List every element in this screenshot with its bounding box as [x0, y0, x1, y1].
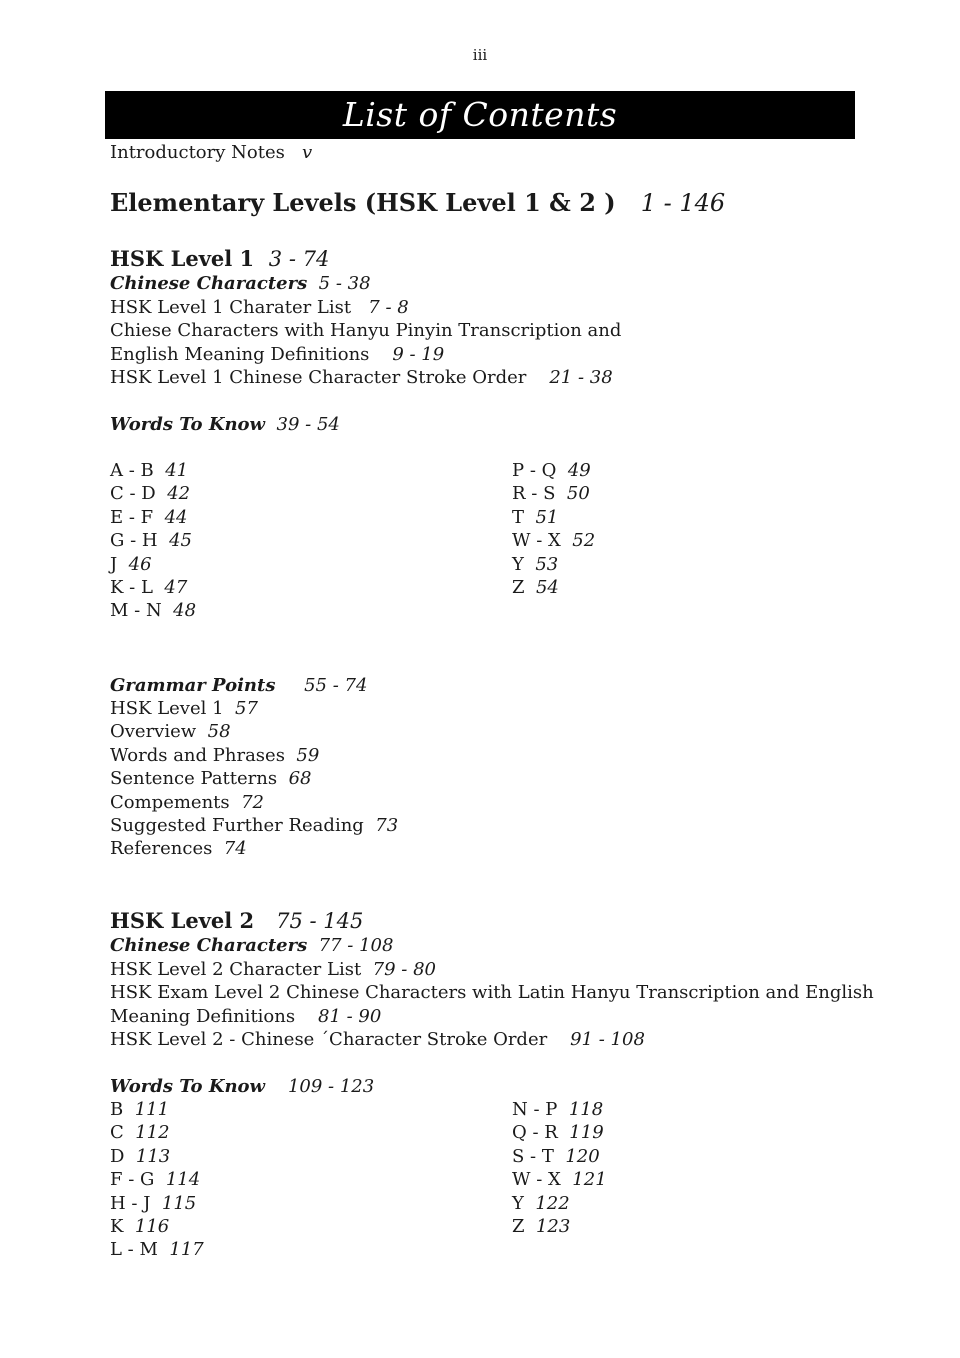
- entry-label: S - T: [512, 1145, 554, 1167]
- words-index-item[interactable]: [110, 483, 190, 505]
- entry-page: 111: [134, 1099, 170, 1120]
- entry-page: 54: [535, 577, 559, 598]
- words-index-item[interactable]: [110, 554, 152, 576]
- entry-label: Grammar Points: [110, 675, 276, 696]
- words-index-item[interactable]: [512, 507, 558, 529]
- words-index-item[interactable]: [110, 507, 188, 529]
- entry-label: D: [110, 1145, 125, 1167]
- toc-level2-words[interactable]: [110, 1076, 374, 1098]
- words-index-item[interactable]: [512, 1146, 600, 1168]
- entry-label: Introductory Notes: [110, 142, 285, 163]
- toc-level1-chars[interactable]: [110, 273, 371, 295]
- entry-page: 50: [566, 483, 590, 505]
- entry-label: Chinese Characters: [110, 273, 308, 294]
- entry-label: Y: [512, 553, 524, 575]
- entry-label: English Meaning Definitions: [110, 344, 370, 365]
- entry-label: HSK Level 1 Chinese Character Stroke Order: [110, 367, 527, 388]
- entry-page: 119: [569, 1122, 604, 1144]
- entry-label: A - B: [110, 460, 154, 481]
- entry-page: 68: [288, 768, 312, 790]
- entry-page: 118: [568, 1099, 604, 1120]
- entry-page: 45: [169, 530, 192, 552]
- entry-page: 42: [167, 483, 191, 505]
- entry-page: 109 - 123: [287, 1076, 375, 1097]
- entry-page: 48: [173, 600, 197, 622]
- entry-page: 79 - 80: [372, 959, 436, 980]
- words-index-item[interactable]: [512, 1169, 607, 1191]
- entry-page: 55 - 74: [304, 675, 368, 696]
- toc-level2-exam-line1[interactable]: HSK Exam Level 2 Chinese Characters with Latin Hanyu Transcription and English: [110, 982, 874, 1003]
- entry-label: E - F: [110, 506, 154, 528]
- entry-label: References: [110, 838, 213, 860]
- entry-label: HSK Level 1 Charater List: [110, 297, 352, 318]
- entry-page: 7 - 8: [368, 297, 409, 318]
- words-index-item[interactable]: [512, 530, 595, 552]
- entry-label: J: [110, 553, 118, 575]
- words-index-item[interactable]: [512, 554, 558, 576]
- words-index-item[interactable]: [110, 1216, 169, 1238]
- words-index-item[interactable]: [110, 600, 196, 622]
- entry-page: 116: [134, 1216, 170, 1237]
- words-index-item[interactable]: [512, 460, 591, 482]
- toc-level2-exam-line2[interactable]: [110, 1006, 381, 1028]
- entry-page: 5 - 38: [318, 273, 371, 294]
- entry-label: Chinese Characters: [110, 935, 308, 956]
- entry-label: W - X: [512, 530, 561, 552]
- grammar-item[interactable]: [110, 768, 311, 790]
- entry-page: 53: [535, 553, 559, 575]
- entry-page: 59: [296, 744, 320, 766]
- entry-page: 39 - 54: [276, 414, 340, 435]
- entry-page: 58: [207, 721, 231, 743]
- words-index-item[interactable]: [110, 460, 188, 482]
- words-index-item[interactable]: [110, 577, 187, 599]
- title-banner: [105, 91, 855, 139]
- level-pages: 3 - 74: [268, 247, 330, 271]
- entry-page: 72: [241, 791, 264, 813]
- entry-label: Chiese Characters with Hanyu Pinyin Transcription and: [110, 320, 622, 341]
- words-index-item[interactable]: [110, 1193, 196, 1215]
- entry-page: 73: [375, 815, 399, 836]
- toc-level2-chars[interactable]: [110, 935, 393, 957]
- toc-entry-intro[interactable]: [110, 142, 312, 164]
- entry-label: HSK Level 2 Character List: [110, 959, 362, 980]
- words-index-item[interactable]: [110, 1146, 170, 1168]
- toc-level1-words[interactable]: [110, 414, 340, 436]
- section-pages: 1 - 146: [640, 189, 726, 217]
- words-index-item[interactable]: [110, 530, 192, 552]
- entry-label: Y: [512, 1192, 524, 1214]
- entry-label: W - X: [512, 1169, 561, 1191]
- entry-page: 44: [164, 506, 188, 528]
- words-index-item[interactable]: [110, 1169, 200, 1191]
- entry-label: Overview: [110, 721, 197, 743]
- toc-level1-stroke[interactable]: [110, 367, 613, 389]
- page-title: List of Contents: [342, 95, 618, 134]
- entry-label: N - P: [512, 1099, 558, 1120]
- toc-level2-char-list[interactable]: [110, 959, 436, 981]
- words-index-item[interactable]: [512, 1122, 604, 1144]
- entry-page: 21 - 38: [549, 367, 613, 388]
- entry-page: 115: [161, 1192, 197, 1214]
- words-index-item[interactable]: [512, 1099, 603, 1121]
- entry-label: C - D: [110, 483, 156, 505]
- toc-section-elementary[interactable]: [110, 188, 725, 218]
- entry-page: 81 - 90: [318, 1006, 382, 1027]
- entry-label: Suggested Further Reading: [110, 815, 364, 836]
- entry-page: 113: [135, 1145, 171, 1167]
- entry-page: 52: [572, 530, 596, 552]
- entry-label: G - H: [110, 530, 158, 552]
- entry-page: 120: [565, 1145, 600, 1167]
- entry-page: 47: [164, 577, 188, 598]
- entry-page: 57: [235, 698, 258, 719]
- entry-label: Compements: [110, 791, 230, 813]
- toc-level2-heading[interactable]: [110, 908, 363, 934]
- entry-label: Words To Know: [110, 1076, 266, 1097]
- entry-label: Meaning Definitions: [110, 1006, 296, 1027]
- toc-level1-pinyin-line1[interactable]: [110, 320, 621, 342]
- level-label: HSK Level 1: [110, 246, 255, 271]
- words-index-item[interactable]: [512, 577, 559, 599]
- entry-page: 112: [135, 1122, 170, 1144]
- toc-level1-char-list[interactable]: [110, 297, 409, 319]
- entry-page: 49: [567, 460, 591, 481]
- grammar-item[interactable]: [110, 721, 231, 743]
- entry-label: K: [110, 1216, 124, 1237]
- entry-label: B: [110, 1099, 124, 1120]
- entry-label: H - J: [110, 1192, 151, 1214]
- toc-level1-pinyin-line2[interactable]: [110, 344, 444, 366]
- words-index-item[interactable]: [110, 1239, 204, 1261]
- entry-page: 74: [223, 838, 247, 860]
- entry-page: 117: [169, 1239, 204, 1261]
- entry-page: 51: [535, 506, 559, 528]
- entry-label: L - M: [110, 1239, 158, 1261]
- entry-label: M - N: [110, 600, 162, 622]
- entry-label: P - Q: [512, 460, 557, 481]
- section-label: Elementary Levels (HSK Level 1 & 2 ): [110, 188, 616, 217]
- words-index-item[interactable]: [512, 1193, 570, 1215]
- entry-label: Words To Know: [110, 414, 266, 435]
- grammar-item[interactable]: [110, 838, 247, 860]
- entry-label: Z: [512, 1216, 525, 1237]
- toc-level2-stroke[interactable]: [110, 1029, 645, 1051]
- entry-page: 41: [165, 460, 189, 481]
- words-index-item[interactable]: [110, 1099, 169, 1121]
- entry-label: Words and Phrases: [110, 744, 285, 766]
- entry-label: Q - R: [512, 1122, 558, 1144]
- words-index-item[interactable]: [512, 483, 590, 505]
- words-index-item[interactable]: [110, 1122, 170, 1144]
- entry-page: 122: [535, 1192, 570, 1214]
- words-index-item[interactable]: [512, 1216, 570, 1238]
- entry-label: Sentence Patterns: [110, 768, 278, 790]
- entry-label: R - S: [512, 483, 556, 505]
- grammar-item[interactable]: [110, 815, 398, 837]
- level-pages: 75 - 145: [276, 909, 364, 933]
- entry-page: 114: [165, 1169, 201, 1191]
- entry-page: 121: [572, 1169, 607, 1191]
- entry-label: C: [110, 1122, 124, 1144]
- entry-label: K - L: [110, 577, 153, 598]
- entry-page: v: [302, 142, 313, 163]
- entry-label: Z: [512, 577, 525, 598]
- entry-label: F - G: [110, 1169, 155, 1191]
- entry-page: 46: [128, 553, 152, 575]
- grammar-item[interactable]: [110, 745, 319, 767]
- entry-page: 77 - 108: [318, 935, 394, 956]
- entry-label: HSK Level 2 - Chinese ´Character Stroke Order: [110, 1029, 548, 1050]
- entry-label: HSK Level 1: [110, 698, 224, 719]
- entry-page: 9 - 19: [392, 344, 445, 365]
- toc-level1-grammar[interactable]: [110, 675, 367, 697]
- entry-label: T: [512, 506, 525, 528]
- grammar-item[interactable]: [110, 792, 264, 814]
- level-label: HSK Level 2: [110, 908, 255, 933]
- grammar-item[interactable]: [110, 698, 258, 720]
- entry-page: 123: [535, 1216, 571, 1237]
- toc-level1-heading[interactable]: [110, 246, 329, 272]
- page-number: iii: [472, 46, 488, 64]
- entry-page: 91 - 108: [570, 1029, 645, 1050]
